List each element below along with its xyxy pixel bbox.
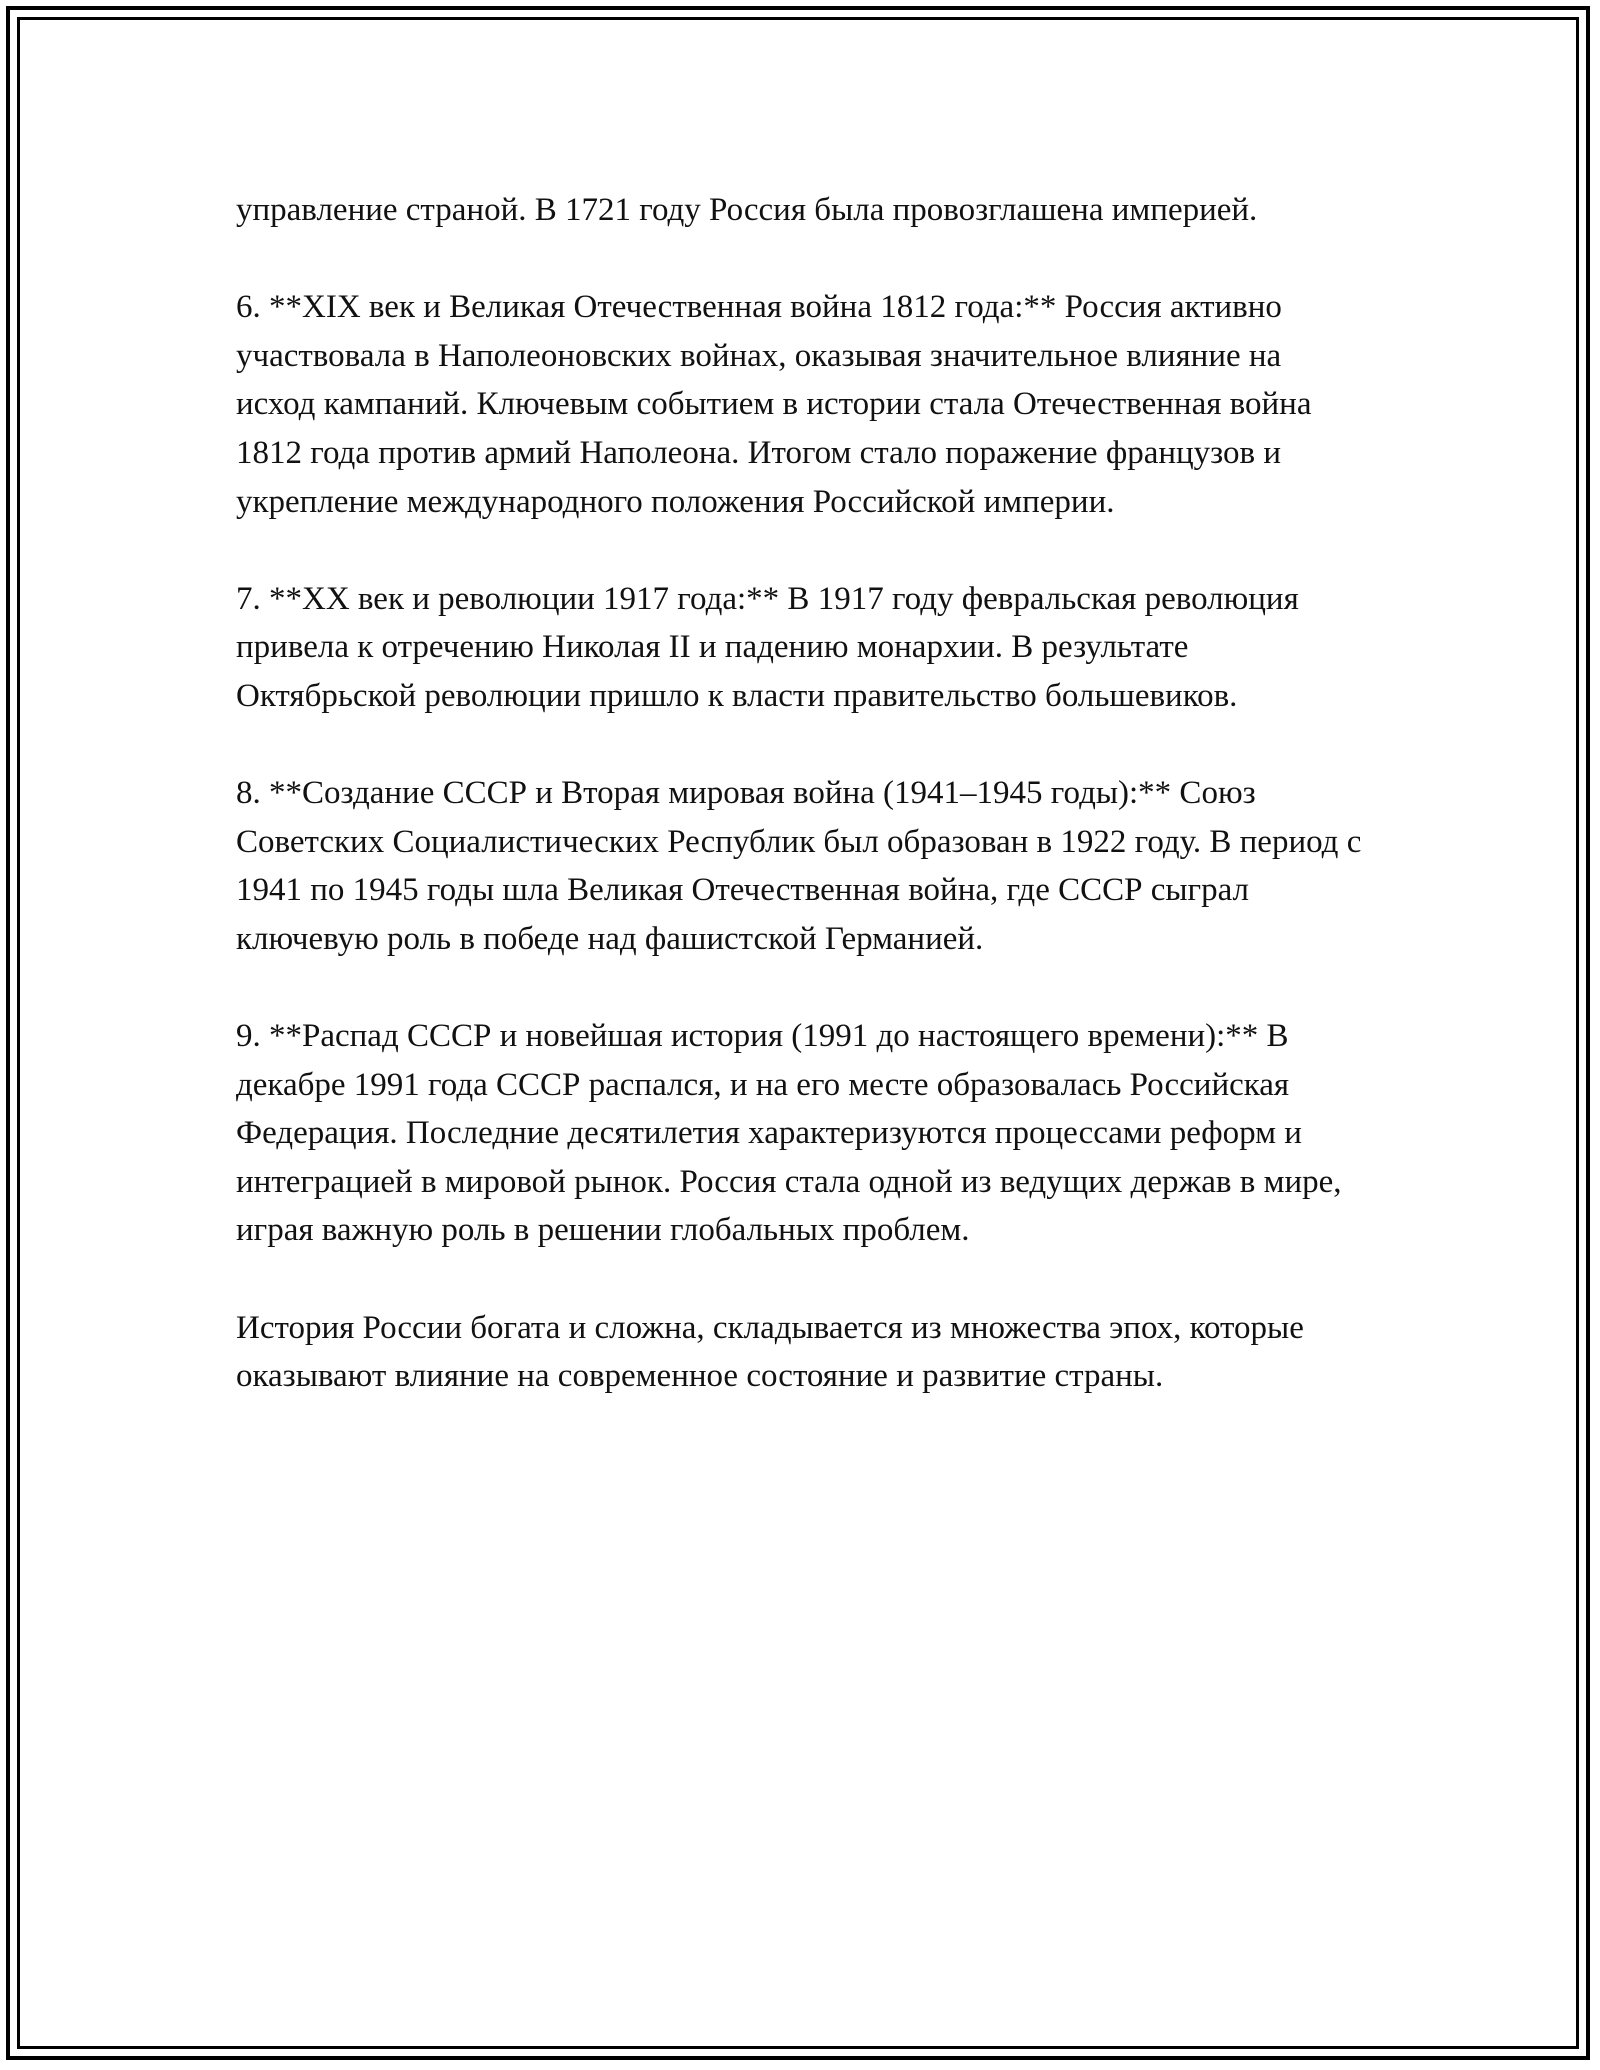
paragraph-conclusion: История России богата и сложна, складывается из множества эпох, которые оказывают влияние на современное состояние и развитие страны. [236, 1309, 1304, 1395]
paragraph-item-7: 7. **XX век и революции 1917 года:** В 1917 году февральская революция привела к отречению Николая II и падению монархии. В результате Октябрьской революции пришло к власти правительство большевиков. [236, 580, 1299, 714]
paragraph-item-9: 9. **Распад СССР и новейшая история (1991 до настоящего времени):** В декабре 1991 года СССР распался, и на его месте образовалась Российская Федерация. Последние десятилетия характеризуются процессами реформ и интеграцией в мировой рынок. Россия стала одной из ведущих держав в мире, играя важную роль в решении глобальных проблем. [236, 1018, 1342, 1249]
document-body [236, 186, 1366, 1401]
paragraph-item-8: 8. **Создание СССР и Вторая мировая война (1941–1945 годы):** Союз Советских Социалистических Республик был образован в 1922 году. В период с 1941 по 1945 годы шла Великая Отечественная война, где СССР сыграл ключевую роль в победе над фашистской Германией. [236, 775, 1362, 957]
paragraph-intro-continuation: управление страной. В 1721 году Россия была провозглашена империей. [236, 192, 1258, 228]
paragraph-item-6: 6. **XIX век и Великая Отечественная война 1812 года:** Россия активно участвовала в Наполеоновских войнах, оказывая значительное влияние на исход кампаний. Ключевым событием в истории стала Отечественная война 1812 года против армий Наполеона. Итогом стало поражение французов и укрепление международного положения Российской империи. [236, 289, 1312, 520]
